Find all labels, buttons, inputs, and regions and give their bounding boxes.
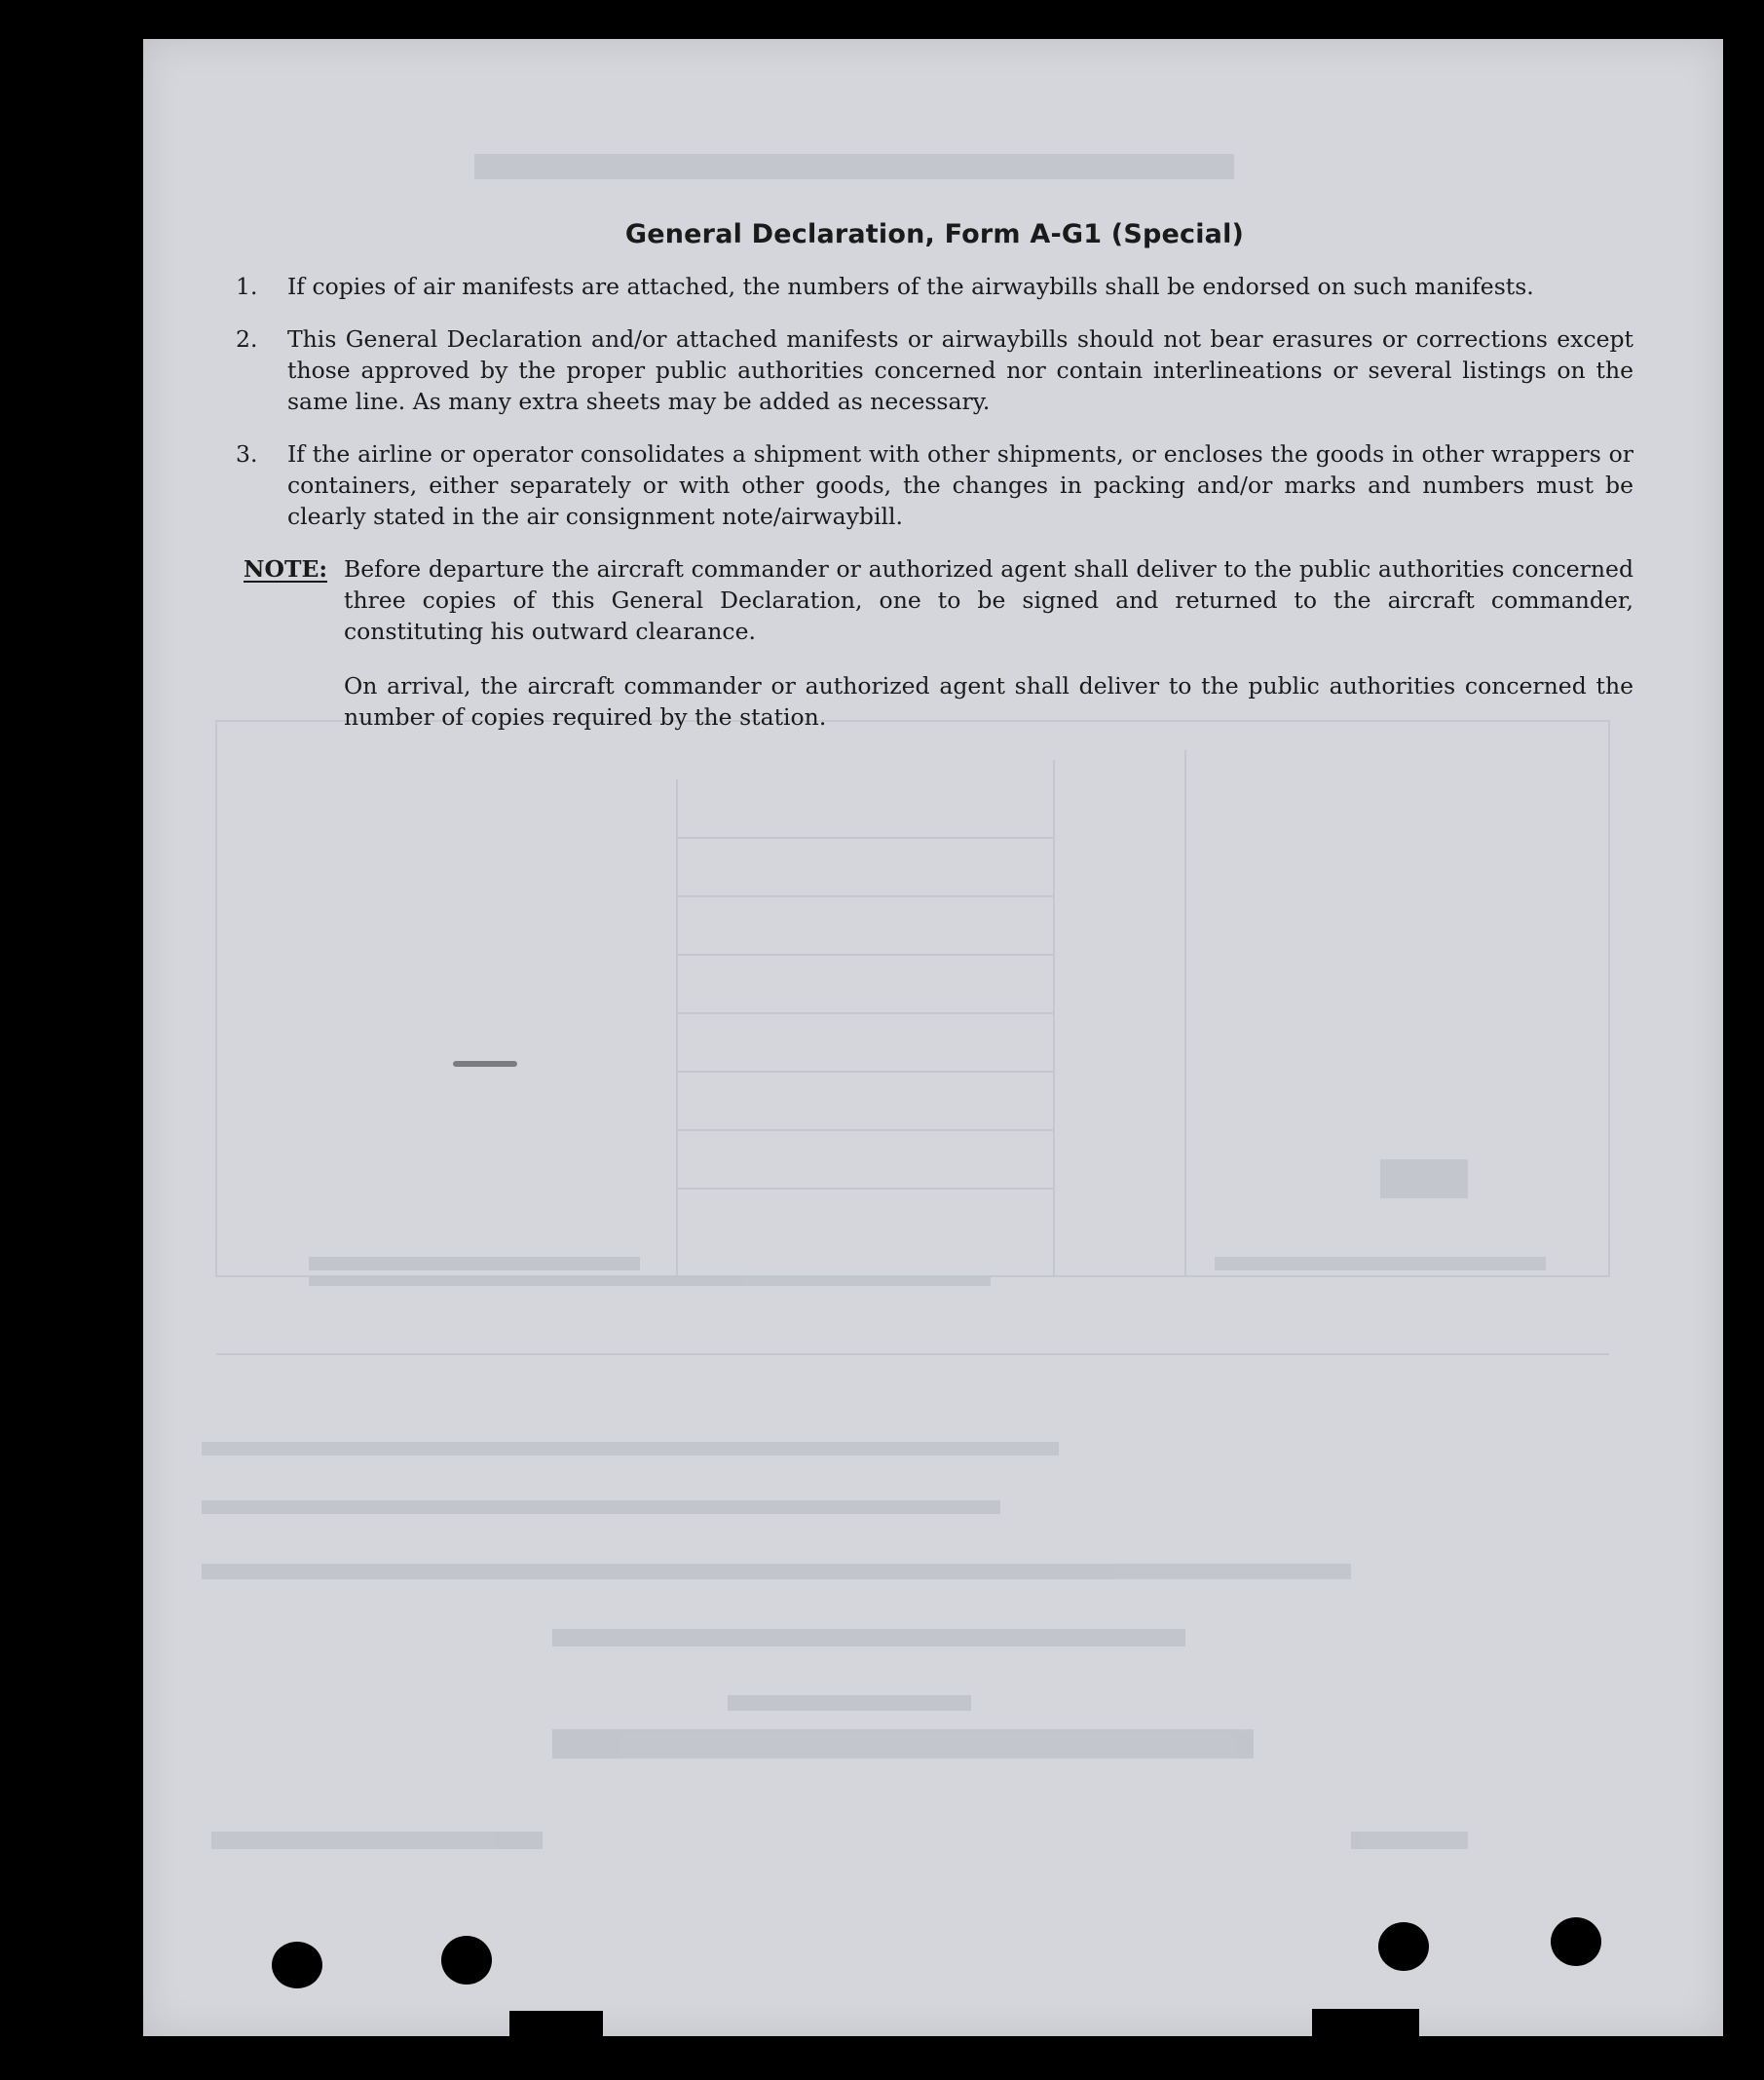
item-number: 1. bbox=[236, 273, 258, 300]
document-title: General Declaration, Form A-G1 (Special) bbox=[624, 219, 1245, 249]
item-text: If the airline or operator consolidates a shipment with other shipments, or encloses the goods in other wrappers or containers, either separately or with other goods, the changes in packing and/or marks and numbers must be clearly stated in the air consignment note/airwaybill. bbox=[287, 440, 1633, 530]
item-number: 2. bbox=[236, 325, 258, 353]
punch-hole bbox=[1378, 1922, 1429, 1971]
item-text: If copies of air manifests are attached, the numbers of the airwaybills shall be endorsed on such manifests. bbox=[287, 273, 1534, 300]
binding-tab bbox=[509, 2011, 603, 2036]
punch-hole bbox=[1551, 1917, 1601, 1966]
item-number: 3. bbox=[236, 440, 258, 468]
note-paragraph: On arrival, the aircraft commander or authorized agent shall deliver to the public authorities concerned the number of copies required by the station. bbox=[344, 672, 1633, 731]
punch-hole bbox=[272, 1942, 322, 1988]
binding-tab bbox=[1312, 2009, 1419, 2036]
declaration-text bbox=[236, 219, 1633, 756]
note-body bbox=[344, 553, 1633, 756]
instruction-item bbox=[236, 438, 1633, 532]
scanned-page bbox=[143, 39, 1723, 2036]
instruction-item bbox=[236, 271, 1633, 302]
note-section bbox=[236, 553, 1633, 756]
note-paragraph: Before departure the aircraft commander or authorized agent shall deliver to the public authorities concerned three copies of this General Declaration, one to be signed and returned to the aircraft commander, constituting his outward clearance. bbox=[344, 555, 1633, 645]
note-label: NOTE: bbox=[244, 555, 328, 583]
punch-hole bbox=[441, 1936, 492, 1985]
instruction-item bbox=[236, 323, 1633, 417]
item-text: This General Declaration and/or attached manifests or airwaybills should not bear erasures or corrections except those approved by the proper public authorities concerned nor contain interlineations or several listings on the same line. As many extra sheets may be added as necessary. bbox=[287, 325, 1633, 415]
